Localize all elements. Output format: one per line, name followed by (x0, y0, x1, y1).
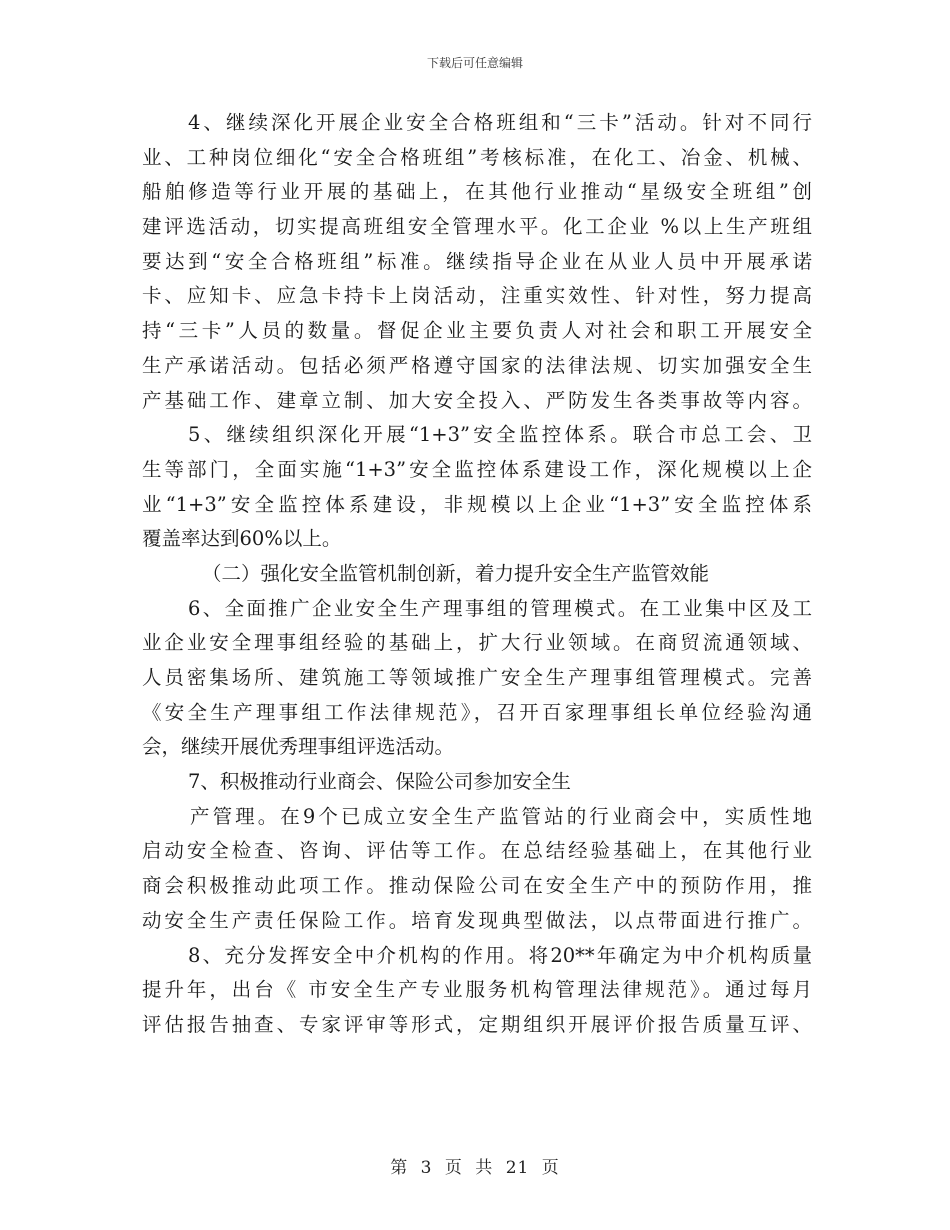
section-heading: （二）强化安全监管机制创新，着力提升安全生产监管效能 (202, 561, 710, 585)
body-line: 持“三卡”人员的数量。督促企业主要负责人对社会和职工开展安全 (142, 319, 812, 343)
body-line: 评估报告抽查、专家评审等形式，定期组织开展评价报告质量互评、 (142, 1012, 812, 1036)
body-line: 7、积极推动行业商会、保险公司参加安全生 (188, 770, 571, 794)
page-footer (0, 1153, 950, 1178)
body-line: 6、全面推广企业安全生产理事组的管理模式。在工业集中区及工 (188, 596, 812, 620)
body-line: 人员密集场所、建筑施工等领域推广安全生产理事组管理模式。完善 (142, 666, 812, 689)
document-body (142, 106, 812, 1043)
body-line: 船舶修造等行业开展的基础上，在其他行业推动“星级安全班组”创 (142, 180, 812, 204)
body-line: 业、工种岗位细化“安全合格班组”考核标准，在化工、冶金、机械、 (142, 145, 812, 169)
body-line: 建评选活动，切实提高班组安全管理水平。化工企业 %以上生产班组 (142, 215, 812, 239)
footer-ye: 页 (444, 1158, 463, 1178)
body-line: 业“1+3”安全监控体系建设，非规模以上企业“1+3”安全监控体系 (142, 492, 812, 516)
body-line: 业企业安全理事组经验的基础上，扩大行业领域。在商贸流通领域、 (142, 631, 812, 655)
footer-gong: 共 (475, 1158, 494, 1178)
body-line: 4、继续深化开展企业安全合格班组和“三卡”活动。针对不同行 (188, 111, 812, 134)
body-line: 卡、应知卡、应急卡持卡上岗活动，注重实效性、针对性，努力提高 (142, 284, 812, 308)
footer-page-number: 3 (420, 1158, 433, 1178)
body-line: 生产承诺活动。包括必须严格遵守国家的法律法规、切实加强安全生 (142, 353, 812, 377)
body-line: 会，继续开展优秀理事组评选活动。 (142, 735, 455, 759)
body-line: 产管理。在9个已成立安全生产监管站的行业商会中，实质性地 (190, 804, 812, 828)
body-line: 提升年，出台《 市安全生产专业服务机构管理法律规范》。通过每月 (142, 978, 812, 1002)
body-line: 要达到“安全合格班组”标准。继续指导企业在从业人员中开展承诺 (142, 249, 812, 273)
body-line: 8、充分发挥安全中介机构的作用。将20**年确定为中介机构质量 (188, 943, 812, 967)
body-line: 商会积极推动此项工作。推动保险公司在安全生产中的预防作用，推 (142, 874, 812, 898)
footer-total-pages: 21 (505, 1158, 530, 1178)
body-line: 《安全生产理事组工作法律规范》，召开百家理事组长单位经验沟通 (142, 700, 812, 724)
footer-di: 第 (390, 1158, 409, 1178)
body-line: 覆盖率达到60%以上。 (142, 527, 342, 551)
body-line: 产基础工作、建章立制、加大安全投入、严防发生各类事故等内容。 (142, 388, 812, 412)
body-line: 5、继续组织深化开展“1+3”安全监控体系。联合市总工会、卫 (188, 423, 812, 447)
body-line: 动安全生产责任保险工作。培育发现典型做法，以点带面进行推广。 (142, 908, 812, 932)
body-line: 生等部门，全面实施“1+3”安全监控体系建设工作，深化规模以上企 (142, 457, 812, 481)
page-header-note: 下载后可任意编辑 (426, 56, 523, 70)
body-line: 启动安全检查、咨询、评估等工作。在总结经验基础上，在其他行业 (142, 839, 812, 863)
footer-ye: 页 (541, 1158, 560, 1178)
